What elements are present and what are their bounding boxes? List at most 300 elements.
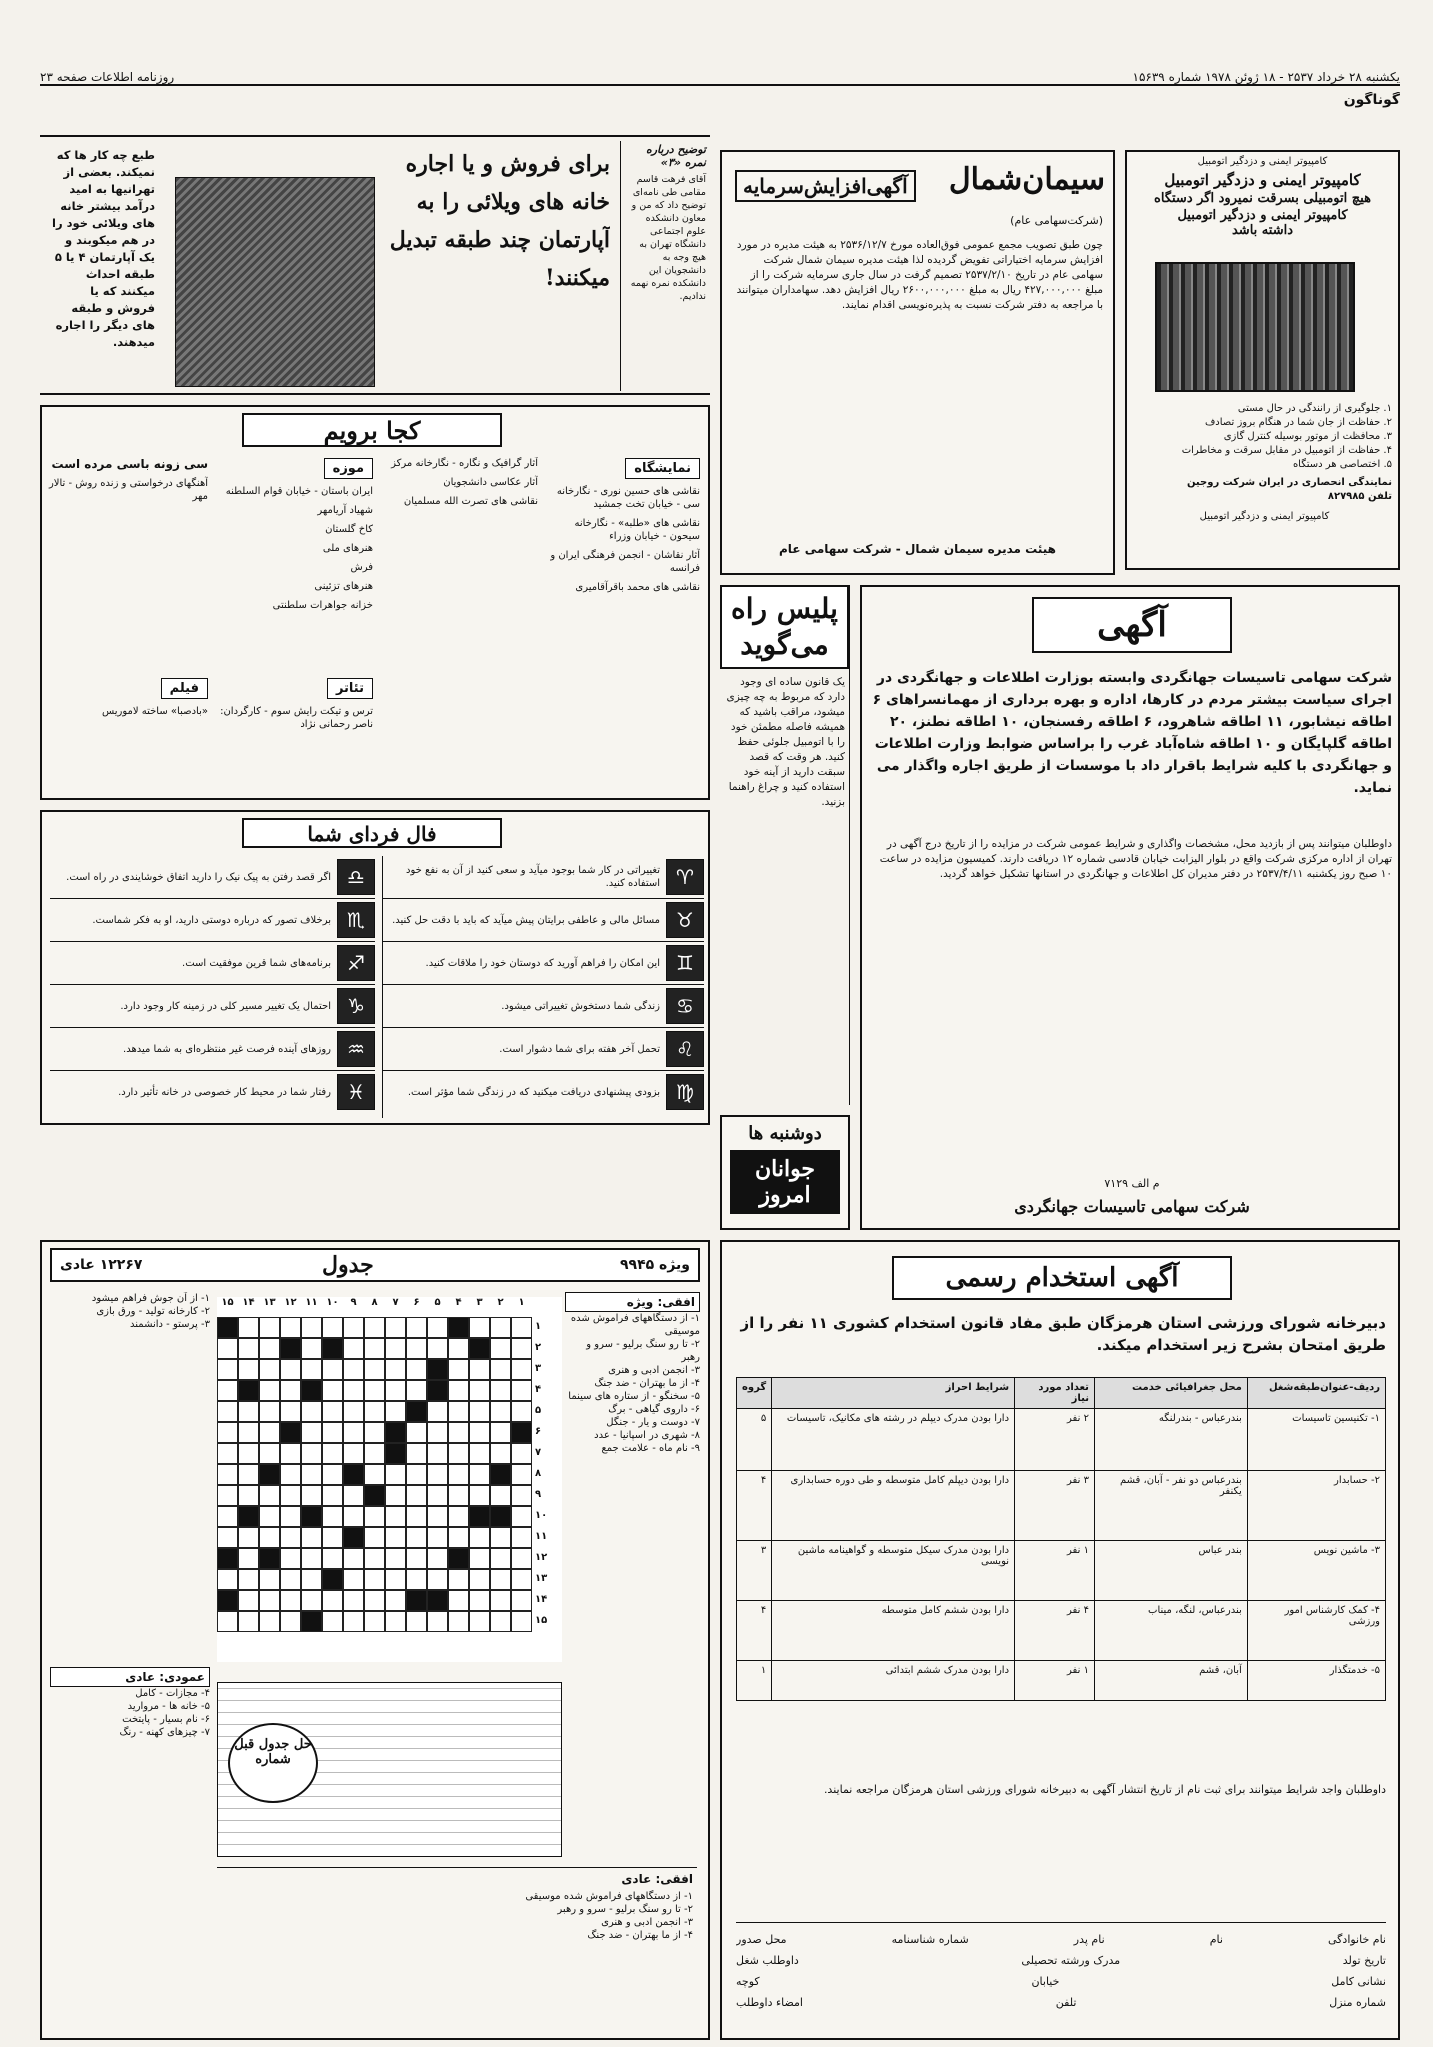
- row-number: ۶: [535, 1426, 542, 1437]
- zodiac-text: اگر قصد رفتن به پیک نیک را دارید اتفاق خوشایندی در راه است.: [66, 871, 331, 883]
- crossword-cell[interactable]: [511, 1317, 532, 1338]
- crossword-cell[interactable]: [322, 1464, 343, 1485]
- crossword-cell[interactable]: [364, 1548, 385, 1569]
- crossword-cell[interactable]: [406, 1527, 427, 1548]
- crossword-cell[interactable]: [406, 1338, 427, 1359]
- crossword-cell[interactable]: [322, 1401, 343, 1422]
- crossword-cell[interactable]: [385, 1527, 406, 1548]
- form-field: نام خانوادگی: [1328, 1933, 1386, 1946]
- clue-v: ۴- مجازات - کامل: [135, 1688, 210, 1699]
- crossword-cell[interactable]: [280, 1548, 301, 1569]
- crossword-cell[interactable]: [490, 1548, 511, 1569]
- crossword-cell[interactable]: [280, 1317, 301, 1338]
- form-row: [736, 1971, 1386, 1992]
- row-number: ۱۳: [535, 1573, 548, 1584]
- column-number: ۴: [455, 1297, 462, 1308]
- crossword-cell[interactable]: [490, 1485, 511, 1506]
- crossword-cell[interactable]: [511, 1611, 532, 1632]
- crossword-cell[interactable]: [448, 1569, 469, 1590]
- virgo-icon: ♍: [666, 1074, 704, 1110]
- crossword-cell[interactable]: [427, 1422, 448, 1443]
- cement-body: چون طبق تصویب مجمع عمومی فوق‌العاده مورخ ۲۵۳۶/۱۲/۷ به هیئت مدیره در مورد افزایش سرمایه اختیاراتی تفویض گردیده لذا هیئت مدیره سیمان شمال شرکت سهامی عام در تاریخ ۲۵۳۷/۲/۱۰ تصمیم گرفت در سال جاری سرمایه شرکت را از مبلغ ۴۲۷,۰۰۰,۰۰۰ ریال به مبلغ ۲۶۰۰,۰۰۰,۰۰۰ ریال افزایش دهد. سهامداران میتوانند با مراجعه به دفتر شرکت نسبت به پذیره‌نویسی اقدام نمایند.: [736, 239, 1103, 311]
- crossword-cell[interactable]: [385, 1506, 406, 1527]
- tourism-notice-signature: شرکت سهامی تاسیسات جهانگردی: [1014, 1197, 1250, 1216]
- crossword-cell[interactable]: [280, 1611, 301, 1632]
- crossword-cell[interactable]: [364, 1401, 385, 1422]
- crossword-cell[interactable]: [322, 1611, 343, 1632]
- crossword-cell[interactable]: [217, 1569, 238, 1590]
- table-cell: ۴: [737, 1471, 772, 1541]
- crossword-cell[interactable]: [406, 1464, 427, 1485]
- crossword-cell[interactable]: [385, 1359, 406, 1380]
- crossword-cell[interactable]: [280, 1401, 301, 1422]
- crossword-cell[interactable]: [280, 1464, 301, 1485]
- crossword-cell[interactable]: [406, 1380, 427, 1401]
- pisces-icon: ♓: [337, 1074, 375, 1110]
- crossword-cell[interactable]: [448, 1443, 469, 1464]
- crossword-cell[interactable]: [322, 1359, 343, 1380]
- crossword-cell[interactable]: [364, 1590, 385, 1611]
- cinema-column: [48, 677, 208, 724]
- crossword-cell[interactable]: [385, 1317, 406, 1338]
- clue-h: ۸- شهری در اسپانیا - عدد: [594, 1430, 700, 1441]
- crossword-cell[interactable]: [238, 1422, 259, 1443]
- crossword-cell[interactable]: [301, 1527, 322, 1548]
- crossword-cell[interactable]: [448, 1401, 469, 1422]
- police-title: پلیس راه می‌گوید: [720, 585, 849, 669]
- crossword-cell[interactable]: [469, 1359, 490, 1380]
- crossword-cell[interactable]: [448, 1506, 469, 1527]
- crossword-cell[interactable]: [490, 1401, 511, 1422]
- crossword-cell[interactable]: [259, 1380, 280, 1401]
- crossword-cell[interactable]: [448, 1359, 469, 1380]
- crossword-cell[interactable]: [301, 1464, 322, 1485]
- crossword-cell[interactable]: [469, 1317, 490, 1338]
- crossword-grid[interactable]: [217, 1297, 562, 1662]
- crossword-cell[interactable]: [511, 1506, 532, 1527]
- crossword-cell[interactable]: [217, 1611, 238, 1632]
- tourism-notice-details: داوطلبان میتوانند پس از بازدید محل، مشخصات واگذاری و شرایط عمومی شرکت در مزایده را از تاریخ درج آگهی در تهران از اداره مرکزی شرکت واقع در بلوار الیزابت خیابان قادسی شماره ۱۲ دریافت دارند. کمیسیون مزایده در ساعت ۱۰ صبح روز یکشنبه ۲۵۳۷/۴/۱۱ در دفتر مدیران کل اطلاعات و جهانگردی در استانها تشکیل خواهد گردید.: [879, 838, 1392, 880]
- crossword-cell[interactable]: [259, 1422, 280, 1443]
- crossword-cell[interactable]: [238, 1611, 259, 1632]
- crossword-cell[interactable]: [238, 1569, 259, 1590]
- crossword-cell[interactable]: [238, 1401, 259, 1422]
- col-header: ردیف-عنوان‌طبقه‌شغل: [1247, 1378, 1385, 1409]
- crossword-cell[interactable]: [259, 1527, 280, 1548]
- zodiac-text: تغییراتی در کار شما بوجود میآید و سعی کنید از آن به نفع خود استفاده کنید.: [406, 865, 660, 889]
- crossword-cell[interactable]: [259, 1569, 280, 1590]
- table-cell: ۳ نفر: [1015, 1471, 1095, 1541]
- crossword-cell[interactable]: [511, 1464, 532, 1485]
- crossword-cell[interactable]: [343, 1380, 364, 1401]
- housing-photo: [175, 177, 375, 387]
- crossword-cell[interactable]: [217, 1485, 238, 1506]
- crossword-cell[interactable]: [427, 1569, 448, 1590]
- crossword-cell[interactable]: [280, 1506, 301, 1527]
- crossword-cell[interactable]: [343, 1443, 364, 1464]
- clue-h: ۴- از ما بهتران - ضد جنگ: [594, 1378, 700, 1389]
- crossword-cell[interactable]: [280, 1527, 301, 1548]
- crossword-cell[interactable]: [343, 1338, 364, 1359]
- crossword-cell[interactable]: [427, 1485, 448, 1506]
- crossword-cell[interactable]: [511, 1443, 532, 1464]
- row-number: ۱۲: [535, 1552, 548, 1563]
- crossword-cell[interactable]: [259, 1611, 280, 1632]
- crossword-cell[interactable]: [259, 1443, 280, 1464]
- column-number: ۸: [371, 1297, 378, 1308]
- column-number: ۶: [413, 1297, 420, 1308]
- crossword-cell[interactable]: [280, 1569, 301, 1590]
- crossword-cell[interactable]: [238, 1443, 259, 1464]
- crossword-cell[interactable]: [259, 1590, 280, 1611]
- car-alarm-line1: هیچ اتومبیلی بسرقت نمیرود اگر دستگاه: [1154, 191, 1371, 206]
- crossword-block: [280, 1338, 301, 1359]
- form-field: امضاء داوطلب: [736, 1996, 803, 2009]
- crossword-cell[interactable]: [511, 1485, 532, 1506]
- car-alarm-title-top: کامپیوتر ایمنی و دزدگیر اتومبیل: [1197, 156, 1328, 167]
- crossword-cell[interactable]: [427, 1611, 448, 1632]
- crossword-cell[interactable]: [406, 1359, 427, 1380]
- exhibitions-column-2: [388, 457, 538, 514]
- housing-headline: برای فروش و یا اجاره خانه های ویلائی را به آپارتمان چند طبقه تبدیل میکنند!: [389, 151, 610, 291]
- crossword-cell[interactable]: [511, 1401, 532, 1422]
- normal-horizontal-label: افقی:: [655, 1872, 693, 1886]
- crossword-cell[interactable]: [511, 1338, 532, 1359]
- crossword-cell[interactable]: [427, 1527, 448, 1548]
- crossword-cell[interactable]: [490, 1527, 511, 1548]
- crossword-cell[interactable]: [322, 1590, 343, 1611]
- crossword-cell[interactable]: [385, 1401, 406, 1422]
- crossword-cell[interactable]: [343, 1401, 364, 1422]
- crossword-block: [469, 1338, 490, 1359]
- crossword-block: [511, 1422, 532, 1443]
- crossword-cell[interactable]: [490, 1422, 511, 1443]
- crossword-cell[interactable]: [490, 1590, 511, 1611]
- crossword-cell[interactable]: [301, 1443, 322, 1464]
- crossword-cell[interactable]: [427, 1443, 448, 1464]
- horizontal-label: افقی:: [657, 1295, 695, 1309]
- crossword-cell[interactable]: [322, 1548, 343, 1569]
- car-alarm-title: کامپیوتر ایمنی و دزدگیر اتومبیل: [1164, 171, 1361, 189]
- crossword-cell[interactable]: [217, 1359, 238, 1380]
- crossword-cell[interactable]: [406, 1317, 427, 1338]
- crossword-cell[interactable]: [301, 1338, 322, 1359]
- crossword-cell[interactable]: [301, 1569, 322, 1590]
- music-heading: سی زونه باسی مرده است: [51, 457, 208, 471]
- row-number: ۵: [535, 1405, 542, 1416]
- cement-ad: [720, 150, 1115, 575]
- crossword-cell[interactable]: [427, 1401, 448, 1422]
- crossword-cell[interactable]: [469, 1401, 490, 1422]
- row-number: ۱: [535, 1321, 542, 1332]
- crossword-cell[interactable]: [469, 1464, 490, 1485]
- crossword-cell[interactable]: [448, 1422, 469, 1443]
- crossword-cell[interactable]: [364, 1464, 385, 1485]
- crossword-cell[interactable]: [406, 1422, 427, 1443]
- table-cell: ۵: [737, 1409, 772, 1471]
- row-number: ۱۵: [535, 1615, 548, 1626]
- crossword-block: [343, 1464, 364, 1485]
- crossword-cell[interactable]: [385, 1338, 406, 1359]
- zodiac-row: [383, 985, 704, 1028]
- crossword-cell[interactable]: [385, 1590, 406, 1611]
- row-number: ۴: [535, 1384, 542, 1395]
- column-number: ۱۴: [242, 1297, 255, 1308]
- crossword-cell[interactable]: [364, 1527, 385, 1548]
- crossword-cell[interactable]: [469, 1590, 490, 1611]
- crossword-block: [427, 1590, 448, 1611]
- table-cell: بندرعباس دو نفر - آبان، قشم یکنفر: [1094, 1471, 1247, 1541]
- crossword-cell[interactable]: [511, 1527, 532, 1548]
- form-field: تاریخ تولد: [1342, 1954, 1386, 1967]
- crossword-cell[interactable]: [259, 1338, 280, 1359]
- table-cell: بندرعباس، لنگه، میناب: [1094, 1601, 1247, 1661]
- crossword-cell[interactable]: [238, 1359, 259, 1380]
- crossword-block: [427, 1380, 448, 1401]
- crossword-cell[interactable]: [469, 1527, 490, 1548]
- table-cell: بندرعباس - بندرلنگه: [1094, 1409, 1247, 1471]
- table-cell: ۱: [737, 1661, 772, 1701]
- tourism-notice-title: آگهی: [1032, 597, 1232, 653]
- where-to-go-title: کجا برویم: [242, 413, 502, 447]
- crossword-cell[interactable]: [322, 1443, 343, 1464]
- crossword-cell[interactable]: [406, 1611, 427, 1632]
- crossword-cell[interactable]: [280, 1590, 301, 1611]
- crossword-cell[interactable]: [259, 1506, 280, 1527]
- crossword-cell[interactable]: [301, 1485, 322, 1506]
- crossword-cell[interactable]: [406, 1569, 427, 1590]
- crossword-cell[interactable]: [364, 1506, 385, 1527]
- crossword-cell[interactable]: [343, 1548, 364, 1569]
- normal-horizontal-heading: [217, 1868, 697, 1890]
- horoscope-column-left: [50, 856, 375, 1118]
- museum-item: شهیاد آریامهر: [317, 505, 373, 516]
- employment-intro: دبیرخانه شورای ورزشی استان هرمزگان طبق مفاد قانون استخدام کشوری ۱۱ نفر را از طریق امتحان بشرح زیر استخدام میکند.: [740, 1314, 1386, 1354]
- crossword-cell[interactable]: [343, 1590, 364, 1611]
- car-alarm-feature: ۲. حفاظت از جان شما در هنگام بروز تصادف: [1204, 417, 1392, 428]
- crossword-cell[interactable]: [259, 1485, 280, 1506]
- crossword-cell[interactable]: [280, 1380, 301, 1401]
- cement-subtitle: (شرکت‌سهامی عام): [1010, 214, 1103, 227]
- museum-item: هنرهای تزئینی: [314, 581, 373, 592]
- crossword-cell[interactable]: [217, 1380, 238, 1401]
- mondays-ad: [720, 1115, 850, 1230]
- crossword-cell[interactable]: [427, 1317, 448, 1338]
- crossword-cell[interactable]: [490, 1443, 511, 1464]
- clue-v: ۱- از آن جوش فراهم میشود: [91, 1293, 210, 1304]
- crossword-cell[interactable]: [385, 1380, 406, 1401]
- vertical-label: عمودی:: [159, 1670, 205, 1684]
- zodiac-text: برنامه‌های شما قرین موفقیت است.: [182, 957, 331, 969]
- crossword-cell[interactable]: [448, 1380, 469, 1401]
- crossword-cell[interactable]: [217, 1401, 238, 1422]
- crossword-cell[interactable]: [280, 1485, 301, 1506]
- crossword-cell[interactable]: [217, 1506, 238, 1527]
- zodiac-row: [383, 899, 704, 942]
- crossword-cell[interactable]: [217, 1443, 238, 1464]
- grade-note: [620, 141, 710, 391]
- crossword-cell[interactable]: [406, 1443, 427, 1464]
- column-number: ۲: [497, 1297, 504, 1308]
- crossword-cell[interactable]: [490, 1338, 511, 1359]
- crossword-cell[interactable]: [238, 1317, 259, 1338]
- crossword-cell[interactable]: [322, 1422, 343, 1443]
- crossword-cell[interactable]: [280, 1359, 301, 1380]
- car-alarm-agent: نمایندگی انحصاری در ایران شرکت روجین: [1186, 477, 1392, 488]
- crossword-block: [280, 1422, 301, 1443]
- crossword-cell[interactable]: [385, 1485, 406, 1506]
- crossword-cell[interactable]: [511, 1359, 532, 1380]
- crossword-block: [490, 1506, 511, 1527]
- crossword-cell[interactable]: [364, 1359, 385, 1380]
- crossword-cell[interactable]: [217, 1422, 238, 1443]
- zodiac-text: روزهای آینده فرصت غیر منتظره‌ای به شما میدهد.: [123, 1043, 331, 1055]
- crossword-cell[interactable]: [343, 1506, 364, 1527]
- crossword-cell[interactable]: [364, 1317, 385, 1338]
- zodiac-text: بزودی پیشنهادی دریافت میکنید که در زندگی شما مؤثر است.: [407, 1086, 660, 1098]
- crossword-cell[interactable]: [469, 1380, 490, 1401]
- car-alarm-device-image: [1155, 262, 1355, 392]
- crossword-cell[interactable]: [490, 1317, 511, 1338]
- crossword-cell[interactable]: [364, 1338, 385, 1359]
- row-number: ۷: [535, 1447, 542, 1458]
- crossword-cell[interactable]: [427, 1506, 448, 1527]
- table-row: [737, 1601, 1386, 1661]
- crossword-cell[interactable]: [406, 1506, 427, 1527]
- crossword-cell[interactable]: [322, 1485, 343, 1506]
- crossword-cell[interactable]: [343, 1485, 364, 1506]
- clue-h: ۱- از دستگاههای فراموش شده موسیقی: [570, 1313, 700, 1337]
- clue-h: ۲- تا رو سنگ برلیو - سرو و رهبر: [586, 1339, 700, 1363]
- crossword-cell[interactable]: [217, 1338, 238, 1359]
- crossword-cell[interactable]: [343, 1569, 364, 1590]
- crossword-block: [448, 1548, 469, 1569]
- form-field: شماره شناسنامه: [891, 1933, 969, 1946]
- crossword-cell[interactable]: [511, 1569, 532, 1590]
- crossword-cell[interactable]: [469, 1443, 490, 1464]
- crossword-cell[interactable]: [448, 1527, 469, 1548]
- crossword-cell[interactable]: [238, 1338, 259, 1359]
- crossword-cell[interactable]: [469, 1422, 490, 1443]
- col-header: تعداد مورد نیاز: [1015, 1378, 1095, 1409]
- museums-column: [218, 457, 373, 618]
- crossword-cell[interactable]: [448, 1485, 469, 1506]
- crossword-cell[interactable]: [511, 1590, 532, 1611]
- zodiac-row: [383, 1071, 704, 1113]
- crossword-cell[interactable]: [217, 1527, 238, 1548]
- crossword-cell[interactable]: [301, 1548, 322, 1569]
- crossword-cell[interactable]: [343, 1422, 364, 1443]
- crossword-cell[interactable]: [406, 1485, 427, 1506]
- crossword-block: [427, 1359, 448, 1380]
- museum-item: هنرهای ملی: [322, 543, 373, 554]
- crossword-cell[interactable]: [343, 1611, 364, 1632]
- zodiac-row: [50, 985, 375, 1028]
- crossword-cell[interactable]: [364, 1422, 385, 1443]
- crossword-cell[interactable]: [322, 1506, 343, 1527]
- crossword-cell[interactable]: [469, 1485, 490, 1506]
- crossword-cell[interactable]: [427, 1548, 448, 1569]
- crossword-cell[interactable]: [259, 1317, 280, 1338]
- crossword-cell[interactable]: [364, 1380, 385, 1401]
- zodiac-row: [383, 1028, 704, 1071]
- crossword-cell[interactable]: [469, 1611, 490, 1632]
- crossword-cell[interactable]: [385, 1611, 406, 1632]
- exhibition-item: آثار گرافیک و نگاره - نگارخانه مرکز: [391, 458, 538, 469]
- crossword-cell[interactable]: [490, 1569, 511, 1590]
- crossword-cell[interactable]: [448, 1590, 469, 1611]
- mondays-label: دوشنبه ها: [748, 1123, 822, 1144]
- crossword-cell[interactable]: [238, 1527, 259, 1548]
- crossword-cell[interactable]: [490, 1380, 511, 1401]
- crossword-cell[interactable]: [448, 1464, 469, 1485]
- crossword-cell[interactable]: [322, 1380, 343, 1401]
- cement-headline: آگهی‌افزایش‌سرمایه: [735, 170, 916, 202]
- crossword-cell[interactable]: [301, 1317, 322, 1338]
- crossword-cell[interactable]: [301, 1590, 322, 1611]
- crossword-cell[interactable]: [511, 1380, 532, 1401]
- crossword-cell[interactable]: [511, 1548, 532, 1569]
- crossword-cell[interactable]: [301, 1401, 322, 1422]
- form-field: محل صدور: [736, 1933, 787, 1946]
- crossword-cell[interactable]: [406, 1548, 427, 1569]
- crossword-cell[interactable]: [301, 1359, 322, 1380]
- issue-date: یکشنبه ۲۸ خرداد ۲۵۳۷ - ۱۸ ژوئن ۱۹۷۸ شماره ۱۵۶۳۹: [1132, 70, 1400, 84]
- crossword-cell[interactable]: [238, 1548, 259, 1569]
- page-header: [40, 70, 1400, 86]
- crossword-cell[interactable]: [259, 1401, 280, 1422]
- column-number: ۱۱: [305, 1297, 318, 1308]
- crossword-cell[interactable]: [322, 1527, 343, 1548]
- previous-solution-grid: [217, 1682, 562, 1857]
- crossword-cell[interactable]: [448, 1338, 469, 1359]
- crossword-cell[interactable]: [238, 1485, 259, 1506]
- crossword-cell[interactable]: [238, 1464, 259, 1485]
- crossword-cell[interactable]: [490, 1611, 511, 1632]
- crossword-block: [469, 1506, 490, 1527]
- crossword-cell[interactable]: [448, 1611, 469, 1632]
- crossword-cell[interactable]: [322, 1317, 343, 1338]
- crossword-cell[interactable]: [364, 1611, 385, 1632]
- crossword-cell[interactable]: [385, 1569, 406, 1590]
- crossword-section: [40, 1240, 710, 2040]
- crossword-cell[interactable]: [217, 1464, 238, 1485]
- crossword-cell[interactable]: [427, 1464, 448, 1485]
- crossword-normal-count: ۱۲۲۶۷ عادی: [60, 1257, 143, 1273]
- crossword-cell[interactable]: [301, 1422, 322, 1443]
- car-alarm-footer: کامپیوتر ایمنی و دزدگیر اتومبیل: [1199, 511, 1330, 522]
- clue-v: ۵- خانه ها - مروارید: [127, 1701, 210, 1712]
- form-field: نام پدر: [1073, 1933, 1105, 1946]
- crossword-cell[interactable]: [469, 1548, 490, 1569]
- crossword-cell[interactable]: [364, 1443, 385, 1464]
- crossword-cell[interactable]: [490, 1359, 511, 1380]
- crossword-cell[interactable]: [427, 1338, 448, 1359]
- clue-v: ۳- پرستو - دانشمند: [130, 1319, 210, 1330]
- crossword-cell[interactable]: [385, 1548, 406, 1569]
- crossword-title: جدول: [322, 1252, 374, 1278]
- crossword-cell[interactable]: [280, 1443, 301, 1464]
- crossword-cell[interactable]: [343, 1359, 364, 1380]
- crossword-cell[interactable]: [259, 1359, 280, 1380]
- crossword-cell[interactable]: [385, 1464, 406, 1485]
- employment-table: [736, 1377, 1386, 1701]
- crossword-cell[interactable]: [343, 1317, 364, 1338]
- clue-h: ۶- داروی گیاهی - برگ: [608, 1404, 700, 1415]
- crossword-cell[interactable]: [469, 1569, 490, 1590]
- crossword-cell[interactable]: [238, 1590, 259, 1611]
- crossword-cell[interactable]: [364, 1569, 385, 1590]
